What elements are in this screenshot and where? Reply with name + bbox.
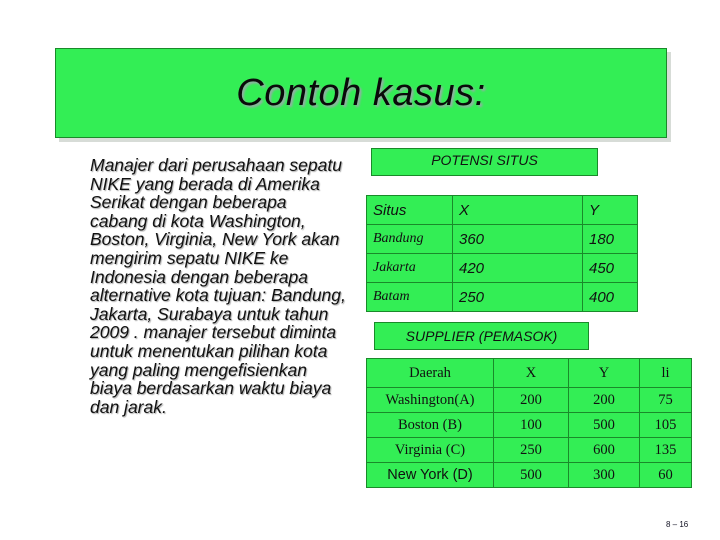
table-cell: Virginia (C) [367, 438, 494, 463]
table-cell: 100 [494, 413, 569, 438]
table-cell: 200 [494, 388, 569, 413]
title-box [55, 48, 667, 138]
table-row [367, 413, 692, 438]
table-cell: Washington(A) [367, 388, 494, 413]
table-cell: 105 [640, 413, 692, 438]
case-description: Manajer dari perusahaan sepatu NIKE yang berada di Amerika Serikat dengan beberapa cabang di kota Washington, Boston, Virginia, New York akan mengirim sepatu NIKE ke Indonesia dengan beberapa alternative kota tujuan: Bandung, Jakarta, Surabaya untuk tahun 2009 . manajer tersebut diminta untuk menentukan pilihan kota yang paling mengefisienkan biaya berdasarkan waktu biaya dan jarak. [90, 155, 346, 417]
slide-title: Contoh kasus: [236, 71, 486, 114]
table-cell: 450 [583, 254, 638, 283]
page-number: 8 – 16 [666, 520, 689, 529]
table-cell: 250 [453, 283, 583, 312]
table-cell: 300 [569, 463, 640, 488]
table-row [367, 225, 638, 254]
table-row [367, 388, 692, 413]
table-row [367, 254, 638, 283]
table-row [367, 463, 692, 488]
table-row [367, 438, 692, 463]
table-cell: 60 [640, 463, 692, 488]
table-row [367, 283, 638, 312]
table-cell: 420 [453, 254, 583, 283]
table-header-row [367, 196, 638, 225]
table-cell: 600 [569, 438, 640, 463]
table-cell: 135 [640, 438, 692, 463]
table-cell: 500 [569, 413, 640, 438]
table-cell: 400 [583, 283, 638, 312]
table-cell: Batam [367, 283, 453, 312]
table-cell: Boston (B) [367, 413, 494, 438]
supplier-label: SUPPLIER (PEMASOK) [374, 322, 589, 350]
table-cell: 500 [494, 463, 569, 488]
table-cell: Y [583, 196, 638, 225]
table-cell: Daerah [367, 359, 494, 388]
table-cell: 360 [453, 225, 583, 254]
table-cell: X [453, 196, 583, 225]
table-cell: Jakarta [367, 254, 453, 283]
table-cell: 180 [583, 225, 638, 254]
table-cell: X [494, 359, 569, 388]
potensi-situs-table [366, 195, 638, 312]
table-cell: Situs [367, 196, 453, 225]
supplier-table [366, 358, 692, 488]
table-cell: Y [569, 359, 640, 388]
table-cell: 75 [640, 388, 692, 413]
table-cell: Bandung [367, 225, 453, 254]
table-header-row [367, 359, 692, 388]
table-cell: 200 [569, 388, 640, 413]
table-cell: 250 [494, 438, 569, 463]
potensi-situs-label: POTENSI SITUS [371, 148, 598, 176]
table-cell: li [640, 359, 692, 388]
table-cell: New York (D) [367, 463, 494, 488]
